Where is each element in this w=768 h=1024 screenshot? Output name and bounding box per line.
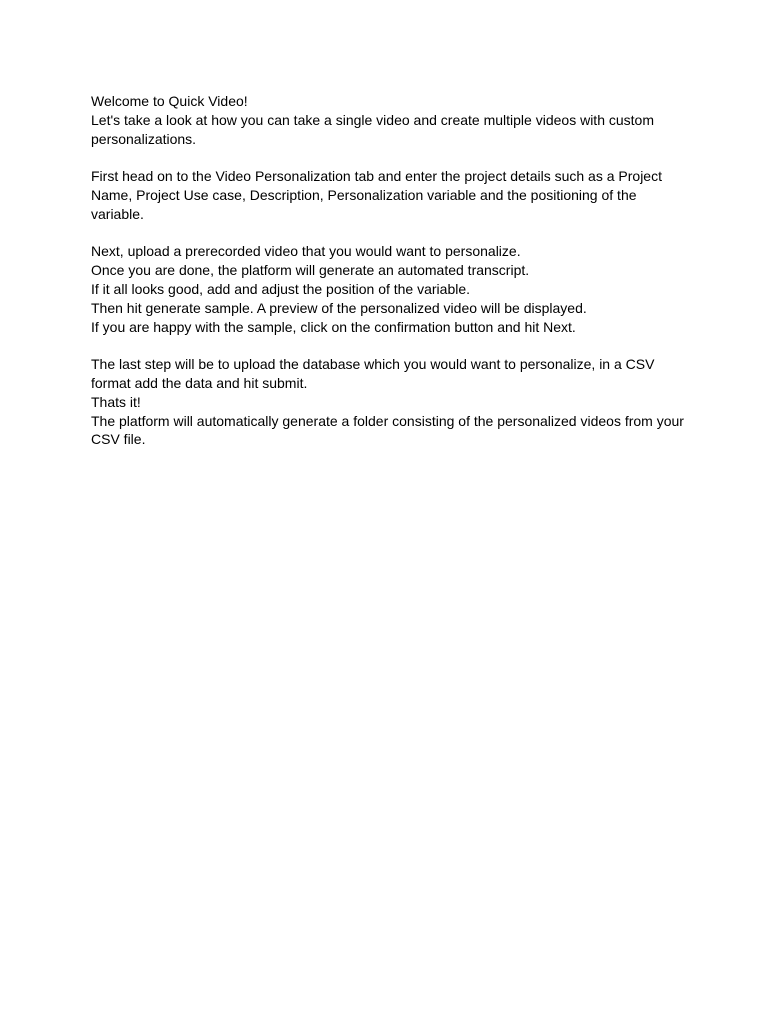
text-line: CSV file.: [91, 431, 146, 448]
paragraph-intro: [91, 92, 691, 148]
text-line: The platform will automatically generate a folder consisting of the personalized videos from your: [91, 412, 684, 429]
text-line: personalizations.: [91, 130, 197, 147]
text-line: Once you are done, the platform will generate an automated transcript.: [91, 262, 530, 279]
paragraph-step-two: [91, 242, 691, 336]
text-line: format add the data and hit submit.: [91, 374, 308, 391]
document-body: [91, 92, 691, 468]
text-line: If you are happy with the sample, click on the confirmation button and hit Next.: [91, 318, 576, 335]
text-line: Name, Project Use case, Description, Personalization variable and the positioning of the: [91, 186, 637, 203]
text-line: Welcome to Quick Video!: [91, 93, 248, 109]
text-line: Let's take a look at how you can take a single video and create multiple videos with custom: [91, 111, 654, 128]
paragraph-step-three: [91, 355, 691, 449]
text-line: Thats it!: [91, 393, 141, 410]
text-line: The last step will be to upload the database which you would want to personalize, in a CSV: [91, 356, 655, 373]
text-line: Then hit generate sample. A preview of the personalized video will be displayed.: [91, 299, 587, 316]
text-line: If it all looks good, add and adjust the position of the variable.: [91, 280, 471, 297]
text-line: First head on to the Video Personalization tab and enter the project details such as a Project: [91, 168, 662, 185]
paragraph-step-one: [91, 167, 691, 223]
text-line: variable.: [91, 205, 144, 222]
text-line: Next, upload a prerecorded video that you would want to personalize.: [91, 243, 521, 260]
